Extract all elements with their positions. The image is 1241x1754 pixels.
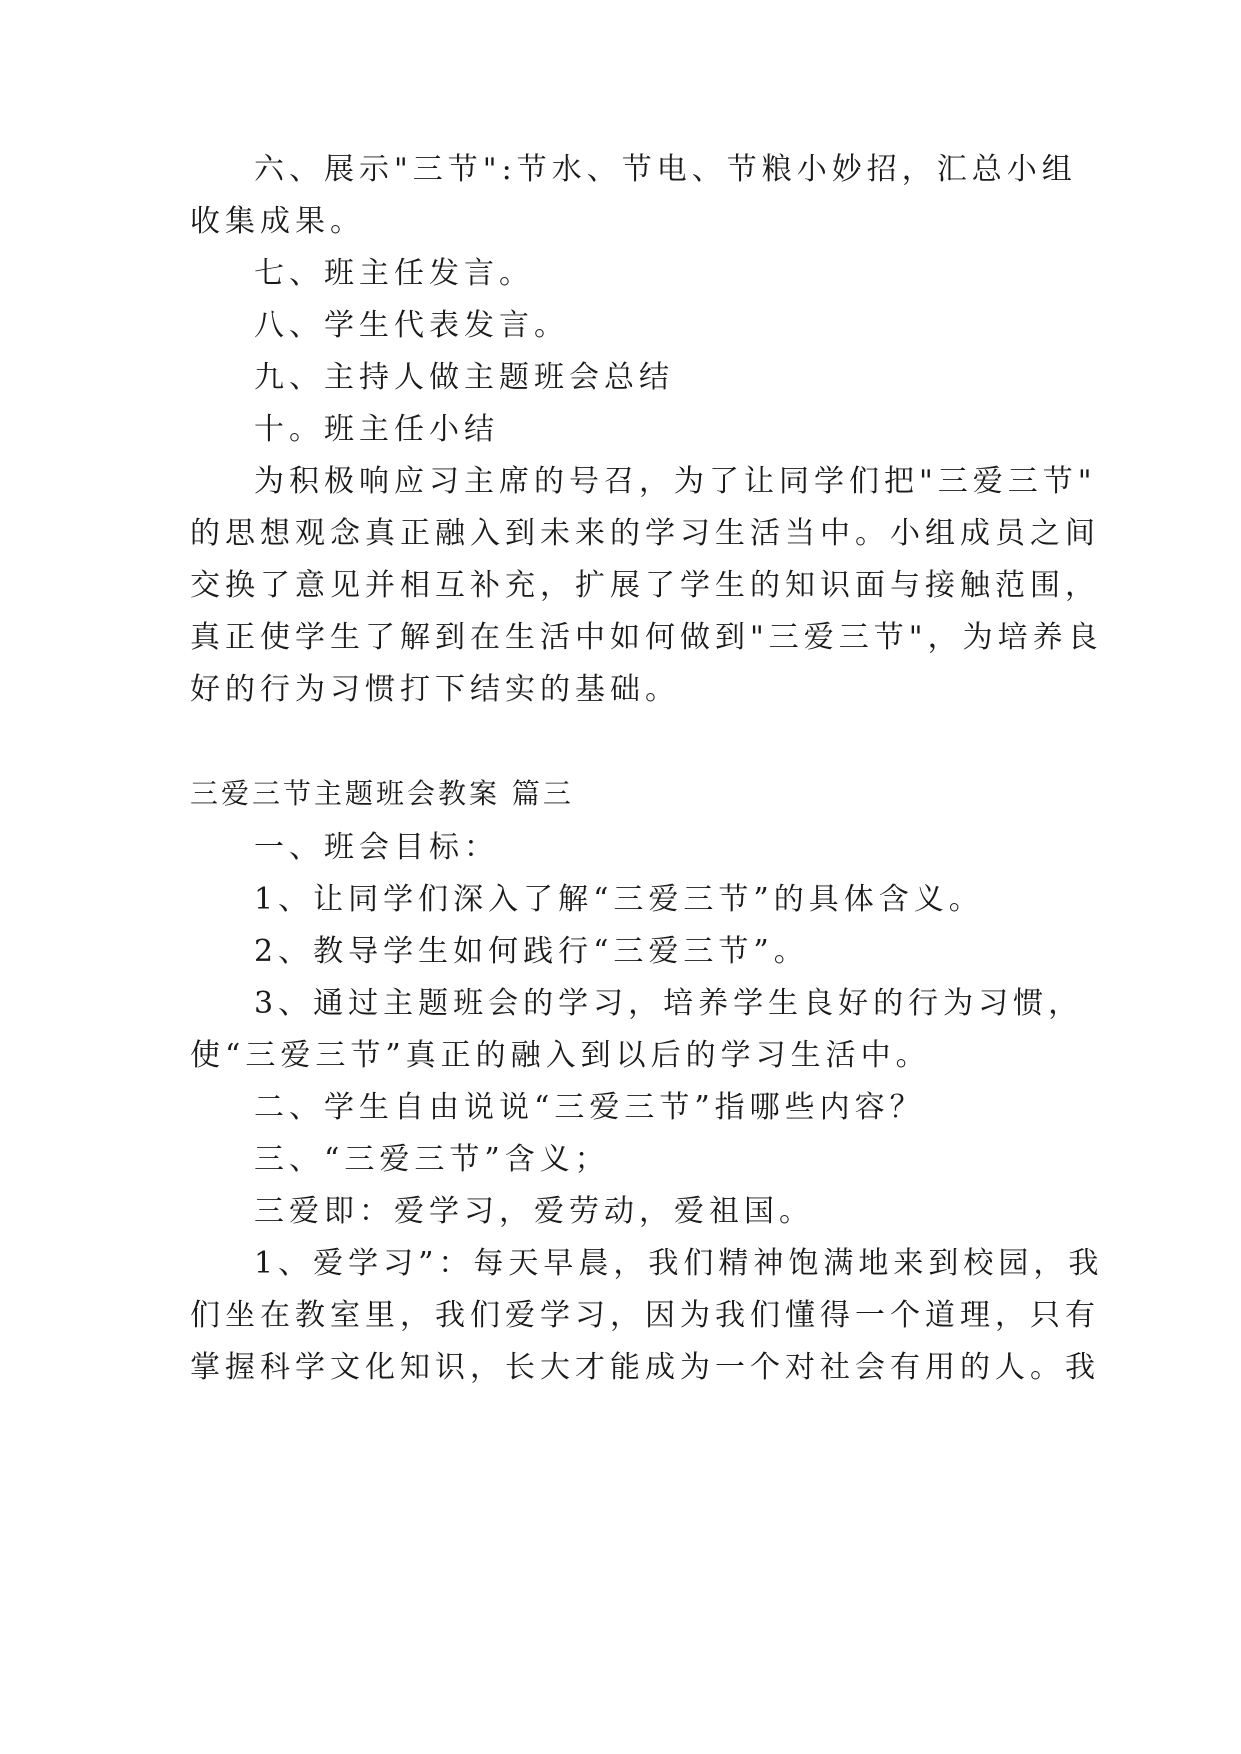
paragraph-line: 们坐在教室里，我们爱学习，因为我们懂得一个道理，只有 xyxy=(190,1298,1100,1333)
paragraph-line: 真正使学生了解到在生活中如何做到"三爱三节"，为培养良 xyxy=(190,620,1103,655)
paragraph-line: 三、“三爱三节”含义； xyxy=(254,1142,610,1177)
paragraph-line: 三爱即：爱学习，爱劳动，爱祖国。 xyxy=(254,1194,814,1229)
paragraph-line: 交换了意见并相互补充，扩展了学生的知识面与接触范围， xyxy=(190,568,1100,603)
paragraph-line: 3、通过主题班会的学习，培养学生良好的行为习惯， xyxy=(254,986,1084,1021)
paragraph-line: 八、学生代表发言。 xyxy=(254,308,569,343)
paragraph-line: 九、主持人做主题班会总结 xyxy=(254,360,674,395)
paragraph-line: 好的行为习惯打下结实的基础。 xyxy=(190,672,680,707)
paragraph-line: 六、展示"三节":节水、节电、节粮小妙招，汇总小组 xyxy=(254,152,1077,187)
paragraph-line: 掌握科学文化知识，长大才能成为一个对社会有用的人。我 xyxy=(190,1350,1100,1385)
paragraph-line: 2、教导学生如何践行“三爱三节”。 xyxy=(254,934,809,969)
paragraph-line: 一、班会目标： xyxy=(254,830,499,865)
paragraph-line: 为积极响应习主席的号召，为了让同学们把"三爱三节" xyxy=(254,464,1097,499)
paragraph-line: 十。班主任小结 xyxy=(254,412,499,447)
paragraph-line: 的思想观念真正融入到未来的学习生活当中。小组成员之间 xyxy=(190,516,1100,551)
paragraph-line: 七、班主任发言。 xyxy=(254,256,534,291)
paragraph-line: 1、爱学习”：每天早晨，我们精神饱满地来到校园，我 xyxy=(254,1246,1104,1281)
paragraph-line: 使“三爱三节”真正的融入到以后的学习生活中。 xyxy=(190,1038,931,1073)
paragraph-line: 1、让同学们深入了解“三爱三节”的具体含义。 xyxy=(254,882,984,917)
paragraph-line: 二、学生自由说说“三爱三节”指哪些内容？ xyxy=(254,1090,925,1125)
section-heading: 三爱三节主题班会教案 篇三 xyxy=(190,777,574,810)
paragraph-line: 收集成果。 xyxy=(190,204,365,239)
